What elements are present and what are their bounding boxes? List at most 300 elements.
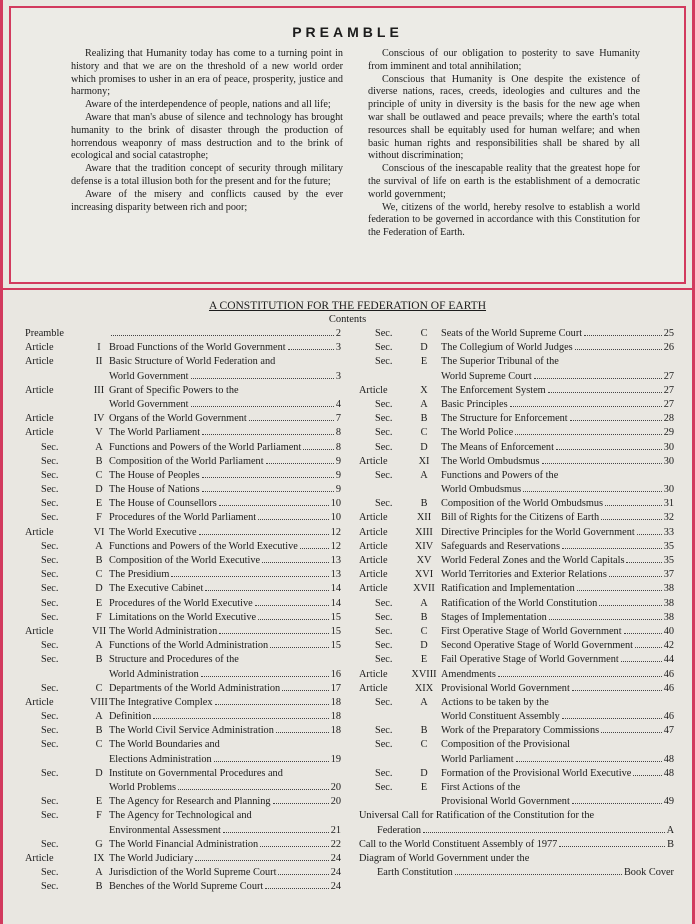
toc-leader-line	[441, 399, 674, 410]
toc-entry-number: E	[95, 498, 103, 510]
toc-entry-title-wrap	[441, 555, 674, 566]
toc-entry[interactable]	[25, 825, 341, 839]
toc-entry-title: The World Civil Service Administration	[109, 725, 274, 737]
toc-entry-title-wrap	[441, 356, 674, 367]
toc-entry[interactable]	[359, 598, 674, 612]
toc-entry-page: 4	[335, 398, 341, 410]
toc-leader-line	[441, 612, 674, 623]
toc-entry-title-wrap	[441, 385, 674, 396]
toc-dot-leader	[605, 505, 662, 506]
toc-entry[interactable]	[359, 697, 674, 711]
toc-dot-leader	[195, 860, 329, 861]
toc-entry[interactable]	[25, 498, 341, 512]
toc-entry-title: Procedures of the World Executive	[109, 597, 253, 609]
toc-entry-title-wrap	[441, 470, 674, 481]
toc-entry-number: B	[95, 654, 103, 666]
toc-entry-label: Article	[25, 356, 54, 368]
toc-entry-page: 14	[330, 597, 341, 609]
toc-leader-line	[109, 427, 341, 438]
toc-entry-label: Sec.	[41, 682, 59, 694]
preamble-box	[9, 6, 686, 284]
toc-entry[interactable]	[25, 399, 341, 413]
toc-entry-label: Sec.	[375, 413, 393, 425]
toc-entry-label: Sec.	[375, 739, 393, 751]
toc-entry-label: Article	[359, 540, 388, 552]
toc-entry-page: 27	[663, 398, 674, 410]
toc-entry-label: Sec.	[41, 540, 59, 552]
preamble-left-column	[71, 48, 343, 214]
toc-entry-title-wrap	[441, 328, 674, 339]
toc-entry-page: 9	[335, 484, 341, 496]
toc-entry[interactable]	[359, 853, 674, 867]
toc-dot-leader	[111, 335, 334, 336]
toc-entry-title-wrap	[109, 442, 341, 453]
toc-entry-title-wrap	[109, 569, 341, 580]
toc-dot-leader	[249, 420, 334, 421]
toc-entry[interactable]	[359, 825, 674, 839]
toc-entry-title: Broad Functions of the World Government	[109, 342, 286, 354]
toc-left-column	[25, 328, 341, 896]
toc-leader-line	[109, 839, 341, 850]
toc-entry-title: The House of Peoples	[109, 469, 200, 481]
toc-leader-line	[441, 498, 674, 509]
toc-entry[interactable]	[359, 810, 674, 824]
toc-entry-page: 13	[330, 569, 341, 581]
toc-entry-label: Preamble	[25, 328, 64, 339]
toc-leader-line	[109, 853, 341, 864]
toc-leader-line	[441, 711, 674, 722]
toc-entry-title: Benches of the World Supreme Court	[109, 881, 264, 893]
toc-dot-leader	[548, 392, 662, 393]
toc-entry-label: Article	[25, 384, 54, 396]
toc-entry[interactable]	[25, 385, 341, 399]
toc-entry[interactable]	[359, 413, 674, 427]
toc-entry-title-wrap	[109, 512, 341, 523]
toc-entry[interactable]	[25, 640, 341, 654]
divider	[3, 288, 692, 290]
toc-entry-label: Article	[25, 526, 54, 538]
toc-entry-title: Call to the World Constituent Assembly of 1977	[359, 838, 558, 850]
toc-entry-title-wrap	[441, 725, 674, 736]
toc-entry-page: 35	[663, 540, 674, 552]
toc-entry-page: 26	[663, 342, 674, 354]
toc-entry-page: 21	[330, 824, 341, 836]
toc-entry-title-wrap	[109, 725, 341, 736]
toc-entry-title: The Structure for Enforcement	[441, 413, 568, 425]
toc-entry-page: 48	[663, 767, 674, 779]
toc-entry-title: Amendments	[441, 668, 496, 680]
toc-entry-page: 3	[335, 342, 341, 354]
toc-entry-title: Functions and Powers of the World Executive	[109, 540, 298, 552]
toc-entry-title-wrap	[441, 683, 674, 694]
toc-entry[interactable]	[25, 541, 341, 555]
toc-entry-number: B	[420, 413, 428, 425]
toc-entry-number: A	[420, 398, 428, 410]
toc-entry-number: A	[95, 867, 103, 879]
toc-entry-title-wrap	[109, 825, 341, 836]
toc-entry-number: B	[95, 725, 103, 737]
toc-entry-title: Limitations on the World Executive	[109, 611, 257, 623]
toc-entry-label: Article	[25, 696, 54, 708]
toc-entry-title: Federation	[377, 824, 422, 836]
toc-entry-page: 7	[335, 413, 341, 425]
toc-entry-title-wrap	[441, 711, 674, 722]
toc-entry-title: Provisional World Government	[441, 796, 570, 808]
toc-entry-title-wrap	[109, 598, 341, 609]
toc-dot-leader	[601, 732, 662, 733]
toc-entry-page: 40	[663, 625, 674, 637]
toc-entry-number: XIII	[415, 526, 433, 538]
toc-entry-title-wrap	[109, 342, 341, 353]
toc-entry[interactable]	[359, 399, 674, 413]
toc-entry[interactable]	[25, 470, 341, 484]
toc-dot-leader	[202, 491, 334, 492]
toc-leader-line	[109, 484, 341, 495]
toc-entry[interactable]	[25, 371, 341, 385]
toc-entry-page: 3	[335, 370, 341, 382]
toc-entry[interactable]	[25, 555, 341, 569]
toc-entry-label: Sec.	[41, 498, 59, 510]
toc-entry-title-wrap	[109, 711, 341, 722]
toc-entry-title: Composition of the Provisional	[441, 739, 570, 751]
toc-entry[interactable]	[359, 725, 674, 739]
toc-leader-line	[109, 796, 341, 807]
toc-entry-title: The World Parliament	[109, 427, 201, 439]
toc-entry[interactable]	[25, 356, 341, 370]
toc-entry-page: 10	[330, 498, 341, 510]
toc-entry-title-wrap	[109, 853, 341, 864]
toc-dot-leader	[577, 590, 662, 591]
toc-entry[interactable]	[359, 555, 674, 569]
toc-entry-title-wrap	[109, 881, 341, 892]
toc-leader-line	[441, 484, 674, 495]
toc-entry-label: Sec.	[375, 441, 393, 453]
toc-entry-label: Sec.	[41, 654, 59, 666]
toc-dot-leader	[624, 633, 662, 634]
toc-entry[interactable]	[359, 527, 674, 541]
preamble-paragraph: Conscious of our obligation to posterity to save Humanity from imminent and total annihilation;	[368, 48, 640, 72]
toc-entry[interactable]	[359, 782, 674, 796]
toc-entry-page: 12	[330, 540, 341, 552]
toc-entry[interactable]	[359, 583, 674, 597]
toc-entry[interactable]	[359, 669, 674, 683]
toc-entry-title-wrap	[109, 371, 341, 382]
toc-dot-leader	[556, 449, 662, 450]
toc-entry[interactable]	[25, 569, 341, 583]
toc-dot-leader	[633, 775, 661, 776]
toc-entry[interactable]	[25, 484, 341, 498]
toc-dot-leader	[523, 491, 662, 492]
toc-entry-number: XIX	[414, 682, 434, 694]
toc-entry-title: The World Financial Administration	[109, 838, 259, 850]
toc-entry-page: 35	[663, 555, 674, 566]
toc-leader-line	[109, 683, 341, 694]
toc-entry[interactable]	[25, 413, 341, 427]
toc-entry[interactable]	[25, 612, 341, 626]
toc-entry-label: Sec.	[41, 597, 59, 609]
toc-entry-number: D	[95, 583, 103, 595]
toc-entry[interactable]	[25, 810, 341, 824]
toc-entry-title: Directive Principles for the World Government	[441, 526, 635, 538]
toc-entry-label: Sec.	[41, 767, 59, 779]
toc-dot-leader	[270, 647, 329, 648]
toc-entry-title: Grant of Specific Powers to the	[109, 384, 239, 396]
toc-entry[interactable]	[359, 328, 674, 342]
toc-entry[interactable]	[25, 456, 341, 470]
toc-entry-label: Sec.	[41, 796, 59, 808]
toc-entry-title: First Operative Stage of World Government	[441, 625, 622, 637]
toc-entry[interactable]	[359, 442, 674, 456]
toc-entry[interactable]	[25, 442, 341, 456]
toc-entry-title: World Parliament	[441, 753, 514, 765]
toc-entry[interactable]	[359, 867, 674, 881]
toc-entry-title-wrap	[109, 867, 341, 878]
toc-dot-leader	[609, 576, 662, 577]
toc-entry-number: D	[420, 441, 428, 453]
toc-entry-title: Work of the Preparatory Commissions	[441, 725, 600, 737]
toc-entry-number: IV	[93, 413, 105, 425]
toc-entry-number: IX	[93, 852, 105, 864]
toc-entry-number: F	[96, 810, 102, 822]
toc-dot-leader	[584, 335, 662, 336]
toc-entry-label: Article	[25, 342, 54, 354]
toc-entry[interactable]	[359, 470, 674, 484]
toc-right-column	[359, 328, 674, 881]
toc-entry-title-wrap	[441, 583, 674, 594]
toc-entry-title: Elections Administration	[109, 753, 212, 765]
toc-entry-label: Sec.	[375, 597, 393, 609]
toc-leader-line	[441, 555, 674, 566]
toc-entry-title-wrap	[109, 356, 341, 367]
toc-entry[interactable]	[359, 711, 674, 725]
toc-entry[interactable]	[359, 371, 674, 385]
toc-entry[interactable]	[359, 796, 674, 810]
toc-entry-title-wrap	[109, 626, 341, 637]
toc-entry[interactable]	[25, 512, 341, 526]
toc-entry-title-wrap	[109, 484, 341, 495]
toc-leader-line	[441, 669, 674, 680]
toc-title: A CONSTITUTION FOR THE FEDERATION OF EARTH	[208, 300, 487, 312]
toc-entry-label: Article	[25, 427, 54, 439]
toc-entry-number: E	[95, 796, 103, 808]
toc-leader-line	[109, 456, 341, 467]
toc-entry[interactable]	[359, 839, 674, 853]
toc-entry[interactable]	[25, 881, 341, 895]
toc-entry-title-wrap	[441, 612, 674, 623]
toc-entry-label: Article	[25, 413, 54, 425]
toc-leader-line	[109, 598, 341, 609]
toc-entry[interactable]	[359, 512, 674, 526]
toc-entry-label: Article	[359, 526, 388, 538]
toc-entry-title-wrap	[109, 810, 341, 821]
toc-entry-title-wrap	[109, 839, 341, 850]
toc-leader-line	[109, 541, 341, 552]
toc-entry-title: The Agency for Research and Planning	[109, 796, 271, 808]
toc-leader-line	[109, 711, 341, 722]
toc-entry-title: Functions and Powers of the	[441, 469, 559, 481]
toc-leader-line	[441, 385, 674, 396]
toc-entry-title: Functions of the World Administration	[109, 640, 269, 652]
toc-entry-number: A	[95, 540, 103, 552]
toc-dot-leader	[516, 761, 662, 762]
toc-entry-page: 27	[663, 370, 674, 382]
toc-entry-page: 44	[663, 654, 674, 666]
toc-entry[interactable]	[25, 711, 341, 725]
toc-entry-title: The World Ombudsmus	[441, 455, 540, 467]
toc-entry-title-wrap	[109, 683, 341, 694]
toc-dot-leader	[282, 690, 329, 691]
toc-entry[interactable]	[25, 598, 341, 612]
toc-entry[interactable]	[25, 725, 341, 739]
toc-entry-page: 19	[330, 753, 341, 765]
toc-entry-page: 30	[663, 484, 674, 496]
toc-entry-title: The World Judiciary	[109, 852, 194, 864]
toc-entry-title-wrap	[441, 598, 674, 609]
toc-entry[interactable]	[359, 739, 674, 753]
toc-entry[interactable]	[359, 498, 674, 512]
toc-entry-page: 14	[330, 583, 341, 595]
toc-entry-number: C	[420, 427, 428, 439]
toc-entry-title: The House of Counsellors	[109, 498, 217, 510]
toc-entry-number: C	[420, 625, 428, 637]
toc-entry-title-wrap	[441, 569, 674, 580]
toc-entry-number: D	[95, 767, 103, 779]
toc-entry-title-wrap	[441, 527, 674, 538]
toc-leader-line	[109, 413, 341, 424]
toc-entry-title-wrap	[109, 427, 341, 438]
toc-entry[interactable]	[25, 328, 341, 342]
toc-entry-page: 13	[330, 555, 341, 566]
toc-dot-leader	[215, 704, 329, 705]
toc-entry[interactable]	[359, 569, 674, 583]
toc-entry[interactable]	[25, 683, 341, 697]
toc-entry-title: Definition	[109, 711, 152, 723]
toc-entry-title-wrap	[109, 782, 341, 793]
toc-entry-label: Sec.	[375, 356, 393, 368]
toc-dot-leader	[153, 718, 328, 719]
toc-entry[interactable]	[359, 640, 674, 654]
toc-leader-line	[109, 442, 341, 453]
toc-dot-leader	[265, 888, 328, 889]
toc-entry-label: Article	[359, 555, 388, 566]
toc-leader-line	[441, 527, 674, 538]
toc-dot-leader	[637, 534, 662, 535]
toc-entry[interactable]	[359, 754, 674, 768]
toc-entry-title-wrap	[359, 810, 674, 821]
toc-entry[interactable]	[359, 456, 674, 470]
toc-entry-label: Sec.	[41, 469, 59, 481]
toc-leader-line	[109, 569, 341, 580]
toc-entry[interactable]	[359, 427, 674, 441]
toc-entry-label: Sec.	[41, 441, 59, 453]
toc-entry-label: Sec.	[375, 654, 393, 666]
toc-entry[interactable]	[25, 697, 341, 711]
toc-entry-number: XIV	[414, 540, 434, 552]
toc-entry[interactable]	[359, 356, 674, 370]
toc-entry[interactable]	[25, 527, 341, 541]
toc-entry-title: Composition of the World Executive	[109, 555, 261, 566]
toc-entry[interactable]	[25, 782, 341, 796]
toc-leader-line	[109, 725, 341, 736]
toc-entry-title-wrap	[441, 796, 674, 807]
toc-entry[interactable]	[25, 768, 341, 782]
toc-entry-title: Bill of Rights for the Citizens of Earth	[441, 512, 600, 524]
toc-entry-title: Ratification of the World Constitution	[441, 597, 598, 609]
toc-dot-leader	[626, 562, 661, 563]
toc-dot-leader	[205, 590, 328, 591]
toc-dot-leader	[549, 619, 662, 620]
toc-entry[interactable]	[359, 612, 674, 626]
toc-entry-number: X	[420, 384, 428, 396]
toc-entry-title: The House of Nations	[109, 484, 200, 496]
toc-entry[interactable]	[359, 484, 674, 498]
toc-entry-title-wrap	[109, 456, 341, 467]
toc-entry[interactable]	[25, 839, 341, 853]
toc-entry-title-wrap	[109, 697, 341, 708]
toc-entry-title: World Government	[109, 370, 189, 382]
toc-entry-title-wrap	[441, 739, 674, 750]
toc-leader-line	[441, 427, 674, 438]
toc-leader-line	[109, 867, 341, 878]
toc-dot-leader	[276, 732, 329, 733]
toc-entry[interactable]	[25, 796, 341, 810]
toc-entry-label: Sec.	[41, 484, 59, 496]
toc-entry-title: World Federal Zones and the World Capitals	[441, 555, 625, 566]
toc-entry-page: 24	[330, 881, 341, 893]
toc-entry-number: VII	[91, 625, 107, 637]
toc-dot-leader	[191, 406, 334, 407]
toc-entry[interactable]	[25, 583, 341, 597]
toc-entry[interactable]	[25, 867, 341, 881]
toc-entry[interactable]	[359, 342, 674, 356]
toc-entry[interactable]	[359, 626, 674, 640]
toc-entry-title: The World Police	[441, 427, 514, 439]
toc-leader-line	[441, 768, 674, 779]
toc-entry-page: 24	[330, 867, 341, 879]
toc-entry[interactable]	[25, 427, 341, 441]
toc-entry[interactable]	[25, 626, 341, 640]
toc-entry-title: First Actions of the	[441, 782, 521, 793]
toc-entry-title: Second Operative Stage of World Government	[441, 640, 633, 652]
toc-entry[interactable]	[25, 739, 341, 753]
toc-entry[interactable]	[359, 683, 674, 697]
toc-entry-title-wrap	[441, 512, 674, 523]
toc-entry[interactable]	[25, 654, 341, 668]
toc-entry-title-wrap	[377, 867, 674, 878]
toc-entry-title-wrap	[441, 640, 674, 651]
toc-entry[interactable]	[359, 768, 674, 782]
toc-entry-title: The World Administration	[109, 625, 218, 637]
toc-entry-page: 38	[663, 611, 674, 623]
toc-entry-page: B	[667, 838, 674, 850]
toc-leader-line	[441, 371, 674, 382]
toc-entry[interactable]	[25, 754, 341, 768]
toc-entry[interactable]	[359, 541, 674, 555]
toc-entry-title-wrap	[109, 612, 341, 623]
toc-entry[interactable]	[359, 654, 674, 668]
toc-dot-leader	[542, 463, 662, 464]
preamble-paragraph: Aware that man's abuse of silence and technology has brought humanity to the brink of disaster through the production of horrendous weaponry of mass destruction and to the brink of ecological and social catastrophe;	[71, 111, 343, 162]
toc-entry-number: C	[420, 328, 428, 339]
toc-dot-leader	[559, 846, 665, 847]
toc-entry[interactable]	[359, 385, 674, 399]
toc-entry[interactable]	[25, 853, 341, 867]
toc-entry-label: Sec.	[41, 725, 59, 737]
toc-entry-title: World Supreme Court	[441, 370, 532, 382]
toc-entry-page: 20	[330, 782, 341, 793]
toc-entry[interactable]	[25, 669, 341, 683]
toc-entry[interactable]	[25, 342, 341, 356]
